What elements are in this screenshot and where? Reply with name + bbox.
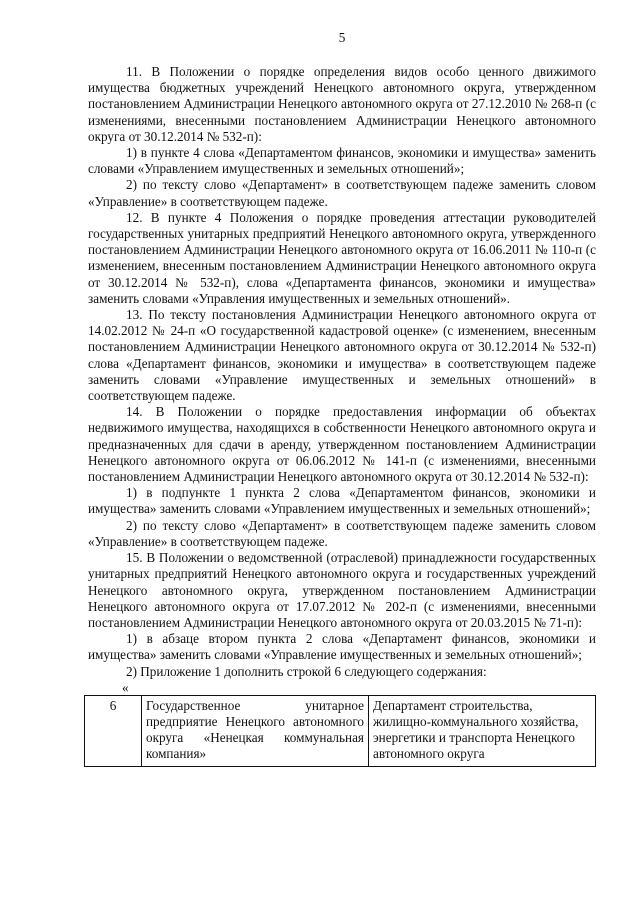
table-cell-enterprise: Государственное унитарное предприятие Ненецкого автономного округа «Ненецкая коммунальная компания»	[142, 695, 369, 766]
paragraph-11: 11. В Положении о порядке определения видов особо ценного движимого имущества бюджетных учреждений Ненецкого автономного округа, утвержденном постановлением Администрации Ненецкого автономного округа от 27.12.2010 № 268-п (с изменениями, внесенными постановлением Администрации Ненецкого автономного округа от 30.12.2014 № 532-п):	[88, 64, 596, 144]
paragraph-11-item-1: 1) в пункте 4 слова «Департаментом финансов, экономики и имущества» заменить словами «Управлением имущественных и земельных отношений»;	[88, 145, 596, 177]
document-page	[88, 30, 596, 767]
opening-quote-mark: «	[122, 679, 129, 695]
page-number: 5	[338, 30, 346, 45]
paragraph-13: 13. По тексту постановления Администрации Ненецкого автономного округа от 14.02.2012 № 24-п «О государственной кадастровой оценке» (с изменением, внесенным постановлением Администрации Ненецкого автономного округа от 30.12.2014 № 532-п) слова «Департамент финансов, экономики и имущества» в соответствующем падеже заменить словами «Управление имущественных и земельных отношений» в соответствующем падеже.	[88, 307, 596, 404]
paragraph-14: 14. В Положении о порядке предоставления информации об объектах недвижимого имущества, находящихся в собственности Ненецкого автономного округа и предназначенных для сдачи в аренду, утвержденном постановлением Администрации Ненецкого автономного округа от 06.06.2012 № 141-п (с изменениями, внесенными постановлением Администрации Ненецкого автономного округа от 30.12.2014 № 532-п):	[88, 404, 596, 485]
paragraph-11-item-2: 2) по тексту слово «Департамент» в соответствующем падеже заменить словом «Управление» в соответствующем падеже.	[88, 177, 596, 209]
paragraph-14-item-1: 1) в подпункте 1 пункта 2 слова «Департаментом финансов, экономики и имущества» заменить словами «Управлением имущественных и земельных отношений»;	[88, 485, 596, 517]
paragraph-12: 12. В пункте 4 Положения о порядке проведения аттестации руководителей государственных унитарных предприятий Ненецкого автономного округа, утвержденного постановлением Администрации Ненецкого автономного округа от 16.06.2011 № 110-п (с изменением, внесенным постановлением Администрации Ненецкого автономного округа от 30.12.2014 № 532-п), слова «Департамента финансов, экономики и имущества» заменить словами «Управления имущественных и земельных отношений».	[88, 209, 596, 306]
paragraph-15: 15. В Положении о ведомственной (отраслевой) принадлежности государственных унитарных предприятий Ненецкого автономного округа и государственных учреждений Ненецкого автономного округа, утвержденном постановлением Администрации Ненецкого автономного округа от 17.07.2012 № 202-п (с изменениями, внесенными постановлением Администрации Ненецкого автономного округа от 20.03.2015 № 71-п):	[88, 550, 596, 630]
table-row	[85, 695, 596, 766]
table-cell-department: Департамент строительства, жилищно-коммунального хозяйства, энергетики и транспорта Ненецкого автономного округа	[369, 695, 596, 766]
paragraph-15-item-1: 1) в абзаце втором пункта 2 слова «Департамент финансов, экономики и имущества» заменить словами «Управление имущественных и земельных отношений»;	[88, 631, 596, 663]
appendix-table	[84, 695, 596, 767]
paragraph-15-item-2: 2) Приложение 1 дополнить строкой 6 следующего содержания:	[126, 663, 487, 679]
table-cell-number: 6	[85, 695, 142, 766]
paragraph-14-item-2: 2) по тексту слово «Департамент» в соответствующем падеже заменить словом «Управление» в соответствующем падеже.	[88, 517, 596, 549]
